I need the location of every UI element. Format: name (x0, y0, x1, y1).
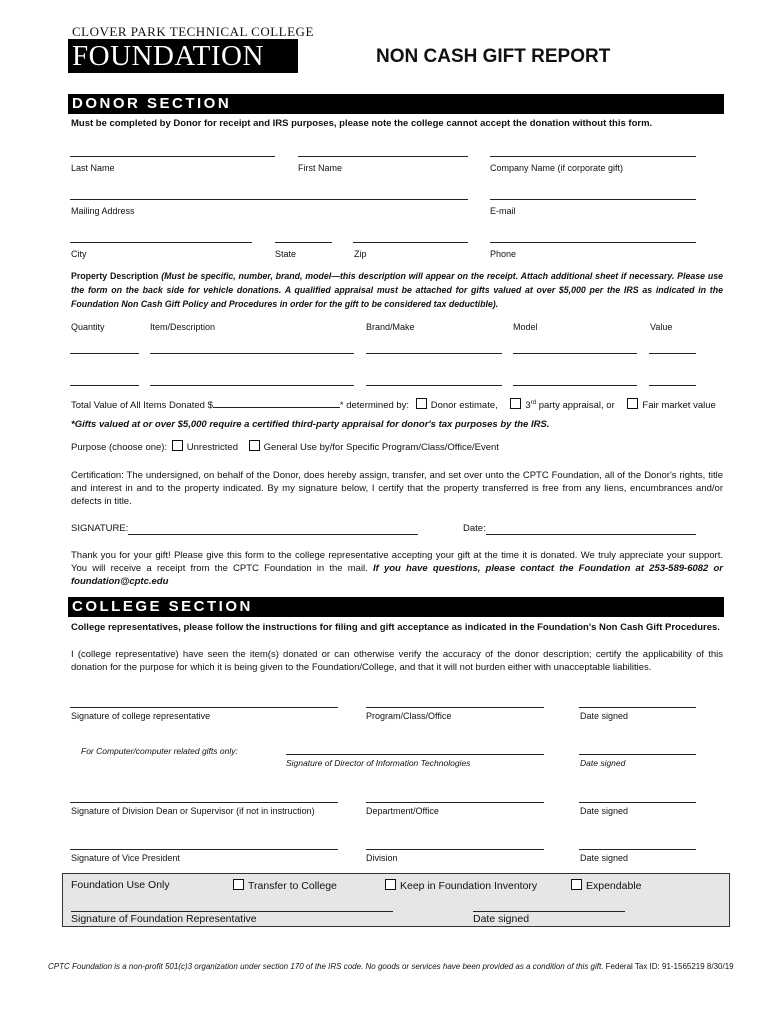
item-row-1-brand[interactable] (366, 353, 502, 354)
vp-signature-label: Signature of Vice President (71, 853, 180, 863)
director-signature-label: Signature of Director of Information Technologies (286, 758, 471, 768)
logo-org-line: CLOVER PARK TECHNICAL COLLEGE (72, 24, 314, 39)
logo (68, 24, 314, 74)
donor-date-field[interactable] (486, 534, 696, 535)
total-value-label: Total Value of All Items Donated $ (71, 400, 213, 411)
dean-date-label: Date signed (580, 806, 629, 816)
college-rep-signature-field[interactable] (70, 707, 338, 708)
division-label: Division (366, 853, 398, 863)
third-party-label-text: party appraisal, or (536, 400, 615, 411)
page-title: NON CASH GIFT REPORT (376, 46, 611, 67)
state-field[interactable] (275, 242, 332, 243)
item-row-1-value[interactable] (649, 353, 696, 354)
keep-option (385, 879, 537, 892)
col-quantity: Quantity (71, 322, 105, 332)
director-date-label: Date signed (580, 758, 626, 768)
computer-gifts-note: For Computer/computer related gifts only: (81, 746, 238, 756)
date-label: Date: (463, 523, 486, 534)
donor-instruction: Must be completed by Donor for receipt and IRS purposes, please note the college cannot accept the donation without this form. (71, 118, 653, 129)
city-label: City (71, 249, 87, 259)
thank-you-message: Thank you for your gift! Please give this form to the college representative accepting your gift at the time it is donated. We truly appreciate your support. You will receive a receipt from the CPTC Foundation in the mail. (71, 550, 723, 574)
phone-field[interactable] (490, 242, 696, 243)
rep-date-label: Date signed (580, 711, 629, 721)
thank-you-text (71, 549, 723, 588)
program-field[interactable] (366, 707, 544, 708)
state-label: State (275, 249, 297, 259)
logo-org-name (68, 39, 298, 73)
property-description-note: (Must be specific, number, brand, model—this description will appear on the receipt. Attach additional sheet if necessary. Please use the form on the back side for vehicle donations. A qualified appraisal must be attached for gifts valued at over $5,000 per the IRS as indicated in the Foundation Non Cash Gift Policy and Procedures in order for the gift to be considered tax deductible). (71, 271, 723, 309)
transfer-checkbox[interactable] (233, 879, 244, 890)
gifts-appraisal-note: *Gifts valued at or over $5,000 require a certified third-party appraisal for donor's tax purposes by the IRS. (71, 419, 550, 430)
last-name-label: Last Name (71, 163, 115, 173)
general-use-label: General Use by/for Specific Program/Class/Office/Event (263, 442, 499, 453)
department-label: Department/Office (366, 806, 439, 816)
transfer-option (233, 879, 337, 892)
foundation-rep-signature-label: Signature of Foundation Representative (71, 913, 257, 925)
keep-checkbox[interactable] (385, 879, 396, 890)
donor-estimate-label: Donor estimate, (430, 400, 498, 411)
zip-field[interactable] (353, 242, 468, 243)
last-name-field[interactable] (70, 156, 275, 157)
item-row-2-value[interactable] (649, 385, 696, 386)
item-row-2-brand[interactable] (366, 385, 502, 386)
transfer-label: Transfer to College (248, 880, 337, 892)
mailing-address-field[interactable] (70, 199, 468, 200)
foundation-use-box (62, 873, 730, 927)
college-section-title: COLLEGE SECTION (72, 598, 253, 615)
thank-you-contact: If you have questions, please contact the Foundation at 253-589-6082 or foundation@cptc.edu (71, 563, 724, 587)
expendable-option (571, 879, 641, 892)
vp-signature-field[interactable] (70, 849, 338, 850)
donor-section-title: DONOR SECTION (72, 95, 232, 112)
expendable-label: Expendable (586, 880, 642, 892)
item-row-2-description[interactable] (150, 385, 354, 386)
email-field[interactable] (490, 199, 696, 200)
col-item-description: Item/Description (150, 322, 216, 332)
college-statement: I (college representative) have seen the item(s) donated or can otherwise verify the accuracy of the donor description; certify the applicability of this donation for the purpose for which it is being given to the Foundation/College, and that it will not burden either with unacceptable liabilities. (71, 649, 723, 673)
zip-label: Zip (354, 249, 367, 259)
property-description (71, 269, 723, 311)
footer-note: CPTC Foundation is a non-profit 501(c)3 organization under section 170 of the IRS code. No goods or services have been provided as a condition of this gift. (48, 962, 604, 971)
director-signature-field[interactable] (286, 754, 544, 755)
third-party-label-sup: rd (530, 399, 537, 406)
item-row-1-model[interactable] (513, 353, 637, 354)
department-field[interactable] (366, 802, 544, 803)
vp-date-field[interactable] (579, 849, 696, 850)
division-field[interactable] (366, 849, 544, 850)
col-value: Value (650, 322, 673, 332)
fair-market-value-checkbox[interactable] (627, 398, 638, 409)
company-field[interactable] (490, 156, 696, 157)
item-row-2-quantity[interactable] (70, 385, 139, 386)
purpose-row (71, 440, 499, 453)
general-use-checkbox[interactable] (249, 440, 260, 451)
footer (48, 962, 734, 971)
donor-signature-field[interactable] (128, 534, 418, 535)
vp-date-label: Date signed (580, 853, 629, 863)
unrestricted-checkbox[interactable] (172, 440, 183, 451)
footer-tax-id: Federal Tax ID: 91-1565219 8/30/19 (605, 962, 734, 971)
fair-market-value-label: Fair market value (642, 400, 716, 411)
determined-by-label: * determined by: (339, 400, 410, 411)
mailing-address-label: Mailing Address (71, 206, 135, 216)
item-row-1-description[interactable] (150, 353, 354, 354)
unrestricted-label: Unrestricted (186, 442, 238, 453)
first-name-label: First Name (298, 163, 343, 173)
item-row-1-quantity[interactable] (70, 353, 139, 354)
foundation-rep-signature-field[interactable] (71, 911, 393, 912)
col-brand-make: Brand/Make (366, 322, 415, 332)
logo-org-name-text: FOUNDATION (72, 40, 264, 72)
donor-estimate-checkbox[interactable] (416, 398, 427, 409)
rep-date-field[interactable] (579, 707, 696, 708)
item-row-2-model[interactable] (513, 385, 637, 386)
keep-label: Keep in Foundation Inventory (400, 880, 538, 892)
dean-signature-field[interactable] (70, 802, 338, 803)
dean-date-field[interactable] (579, 802, 696, 803)
phone-label: Phone (490, 249, 517, 259)
third-party-label-num: 3 (525, 400, 531, 411)
total-value-row (71, 398, 716, 411)
total-value-field[interactable] (213, 398, 340, 408)
director-date-field[interactable] (579, 754, 696, 755)
first-name-field[interactable] (298, 156, 468, 157)
purpose-label: Purpose (choose one): (71, 442, 168, 453)
col-model: Model (513, 322, 538, 332)
dean-signature-label: Signature of Division Dean or Supervisor (if not in instruction) (71, 806, 315, 816)
program-label: Program/Class/Office (366, 711, 452, 721)
email-label: E-mail (490, 206, 516, 216)
city-field[interactable] (70, 242, 252, 243)
certification-text: Certification: The undersigned, on behalf of the Donor, does hereby assign, transfer, and set over unto the CPTC Foundation, all of the Donor's rights, title and interest in and to the property indicated. By my signature below, I certify that the property transferred is free from any liens, encumbrances and/or defects in title. (71, 470, 723, 507)
college-instruction: College representatives, please follow the instructions for filing and gift acceptance as indicated in the Foundation's Non Cash Gift Procedures. (71, 622, 720, 633)
foundation-use-only-label: Foundation Use Only (71, 879, 170, 891)
expendable-checkbox[interactable] (571, 879, 582, 890)
company-label: Company Name (if corporate gift) (490, 163, 624, 173)
third-party-appraisal-checkbox[interactable] (510, 398, 521, 409)
foundation-date-label: Date signed (473, 913, 530, 925)
college-section-header (68, 597, 724, 617)
donor-section-header (68, 94, 724, 114)
signature-label: SIGNATURE: (71, 523, 129, 534)
foundation-date-field[interactable] (473, 911, 625, 912)
college-rep-signature-label: Signature of college representative (71, 711, 211, 721)
property-description-title: Property Description (71, 271, 159, 281)
third-party-label (525, 400, 614, 411)
